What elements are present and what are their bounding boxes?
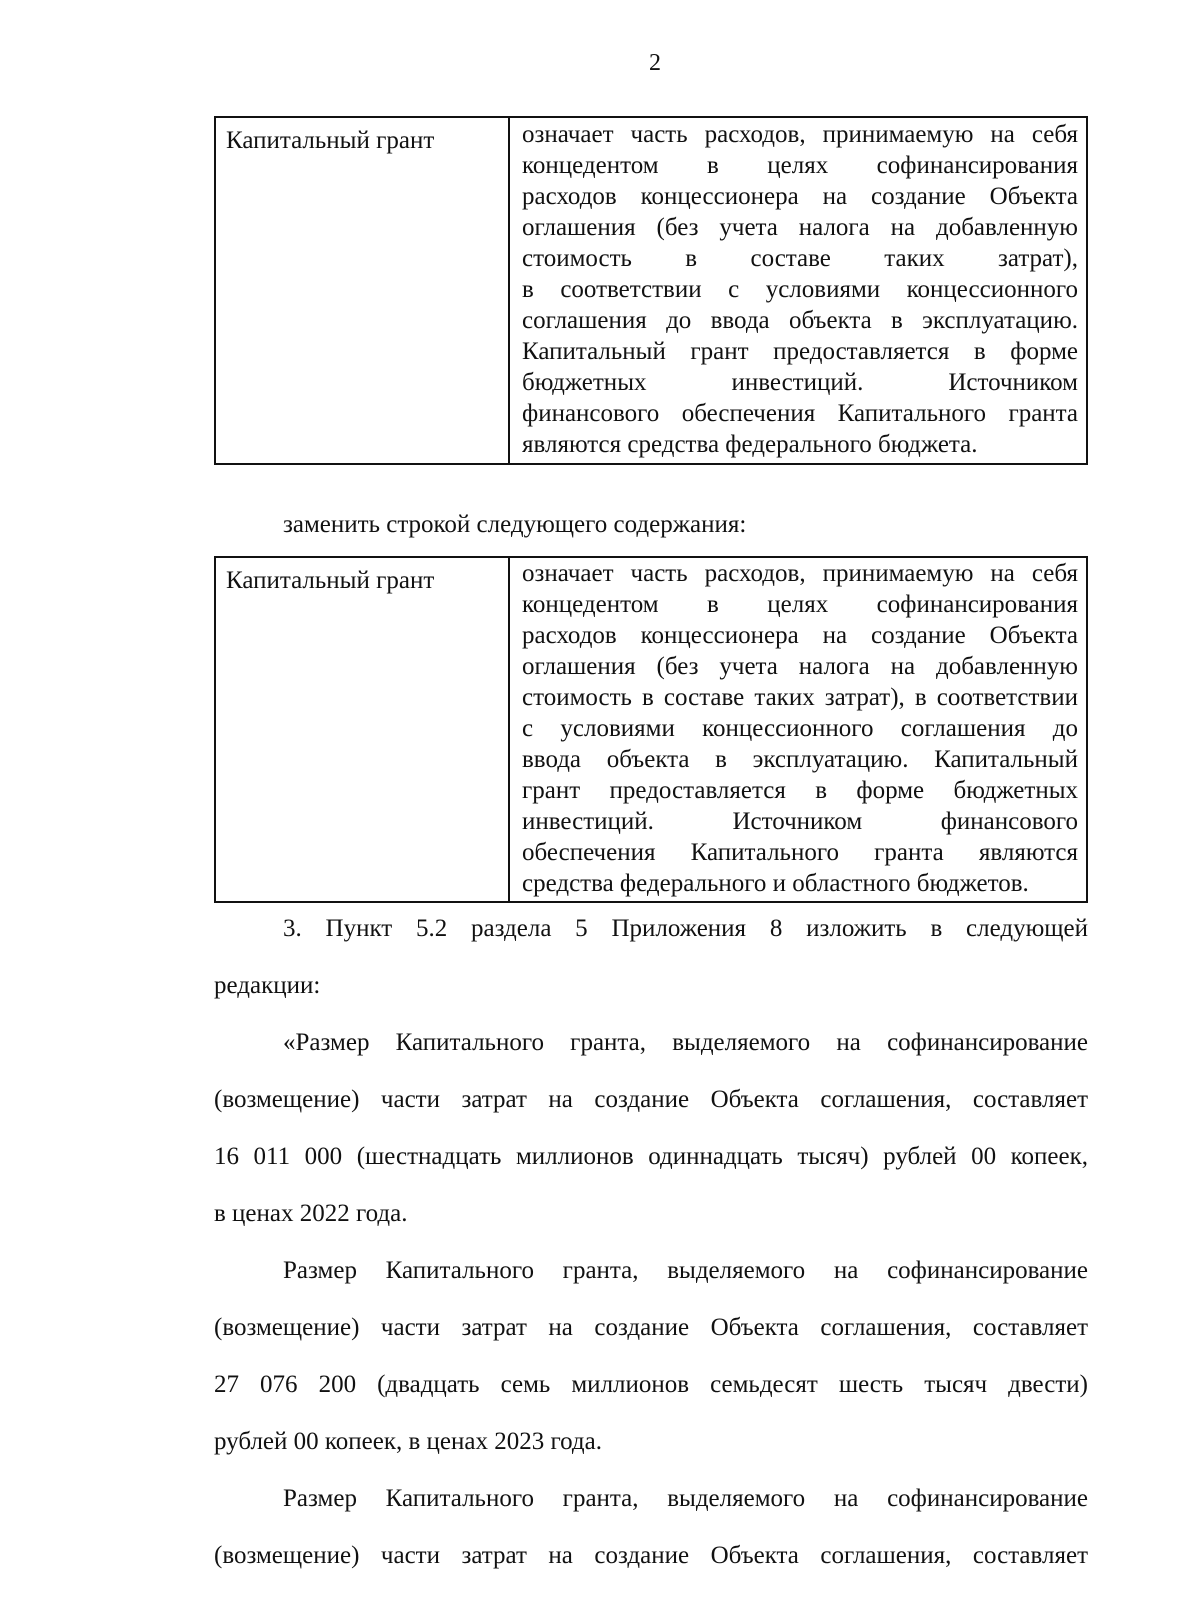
definition-line: означает часть расходов, принимаемую на себя: [522, 560, 1078, 587]
definition-line: средства федерального и областного бюджетов.: [522, 870, 1029, 897]
table-row: [215, 557, 1087, 902]
paragraph-block: [214, 900, 1088, 1584]
table-row: [215, 117, 1087, 464]
definition-line: концедентом в целях софинансирования: [522, 152, 1078, 179]
definition-line: обеспечения Капитального гранта являются: [522, 839, 1078, 866]
definition-line: с условиями концессионного соглашения до: [522, 715, 1078, 742]
definition-line: инвестиций. Источником финансового: [522, 808, 1078, 835]
paragraph-line: «Размер Капитального гранта, выделяемого на софинансирование: [283, 1029, 1088, 1056]
definition-line: бюджетных инвестиций. Источником: [522, 369, 1078, 396]
paragraph-line: 16 011 000 (шестнадцать миллионов одиннадцать тысяч) рублей 00 копеек,: [214, 1143, 1088, 1170]
definition-line: означает часть расходов, принимаемую на себя: [522, 121, 1078, 148]
term-cell: Капитальный грант: [215, 117, 509, 464]
definition-line: грант предоставляется в форме бюджетных: [522, 777, 1078, 804]
definition-line: оглашения (без учета налога на добавленную: [522, 214, 1078, 241]
definition-line: Капитальный грант предоставляется в форме: [522, 338, 1078, 365]
paragraph-line: редакции:: [214, 972, 321, 999]
definition-table-new: [214, 556, 1088, 903]
definition-line: расходов концессионера на создание Объекта: [522, 183, 1078, 210]
paragraph-line: (возмещение) части затрат на создание Объекта соглашения, составляет: [214, 1542, 1088, 1569]
definition-cell: [509, 117, 1087, 464]
paragraph-line: Размер Капитального гранта, выделяемого на софинансирование: [283, 1485, 1088, 1512]
paragraph-line: (возмещение) части затрат на создание Объекта соглашения, составляет: [214, 1314, 1088, 1341]
paragraph-line: в ценах 2022 года.: [214, 1200, 408, 1227]
definition-cell: [509, 557, 1087, 902]
paragraph-line: 27 076 200 (двадцать семь миллионов семьдесят шесть тысяч двести): [214, 1371, 1088, 1398]
page-number: 2: [649, 50, 661, 76]
definition-line: в соответствии с условиями концессионного: [522, 276, 1078, 303]
definition-line: оглашения (без учета налога на добавленную: [522, 653, 1078, 680]
definition-table-old: [214, 116, 1088, 465]
definition-line: соглашения до ввода объекта в эксплуатацию.: [522, 307, 1078, 334]
definition-line: стоимость в составе таких затрат), в соответствии: [522, 684, 1078, 711]
definition-line: являются средства федерального бюджета.: [522, 431, 978, 458]
definition-line: стоимость в составе таких затрат),: [522, 245, 1078, 272]
paragraph-line: Размер Капитального гранта, выделяемого на софинансирование: [283, 1257, 1088, 1284]
definition-line: финансового обеспечения Капитального гранта: [522, 400, 1078, 427]
paragraph-line: 3. Пункт 5.2 раздела 5 Приложения 8 изложить в следующей: [283, 915, 1088, 942]
definition-line: концедентом в целях софинансирования: [522, 591, 1078, 618]
paragraph-line: заменить строкой следующего содержания:: [283, 511, 747, 538]
definition-line: ввода объекта в эксплуатацию. Капитальный: [522, 746, 1078, 773]
term-cell: Капитальный грант: [215, 557, 509, 902]
definition-line: расходов концессионера на создание Объекта: [522, 622, 1078, 649]
paragraph-line: (возмещение) части затрат на создание Объекта соглашения, составляет: [214, 1086, 1088, 1113]
replace-intro: [214, 496, 1088, 553]
paragraph-line: рублей 00 копеек, в ценах 2023 года.: [214, 1428, 602, 1455]
